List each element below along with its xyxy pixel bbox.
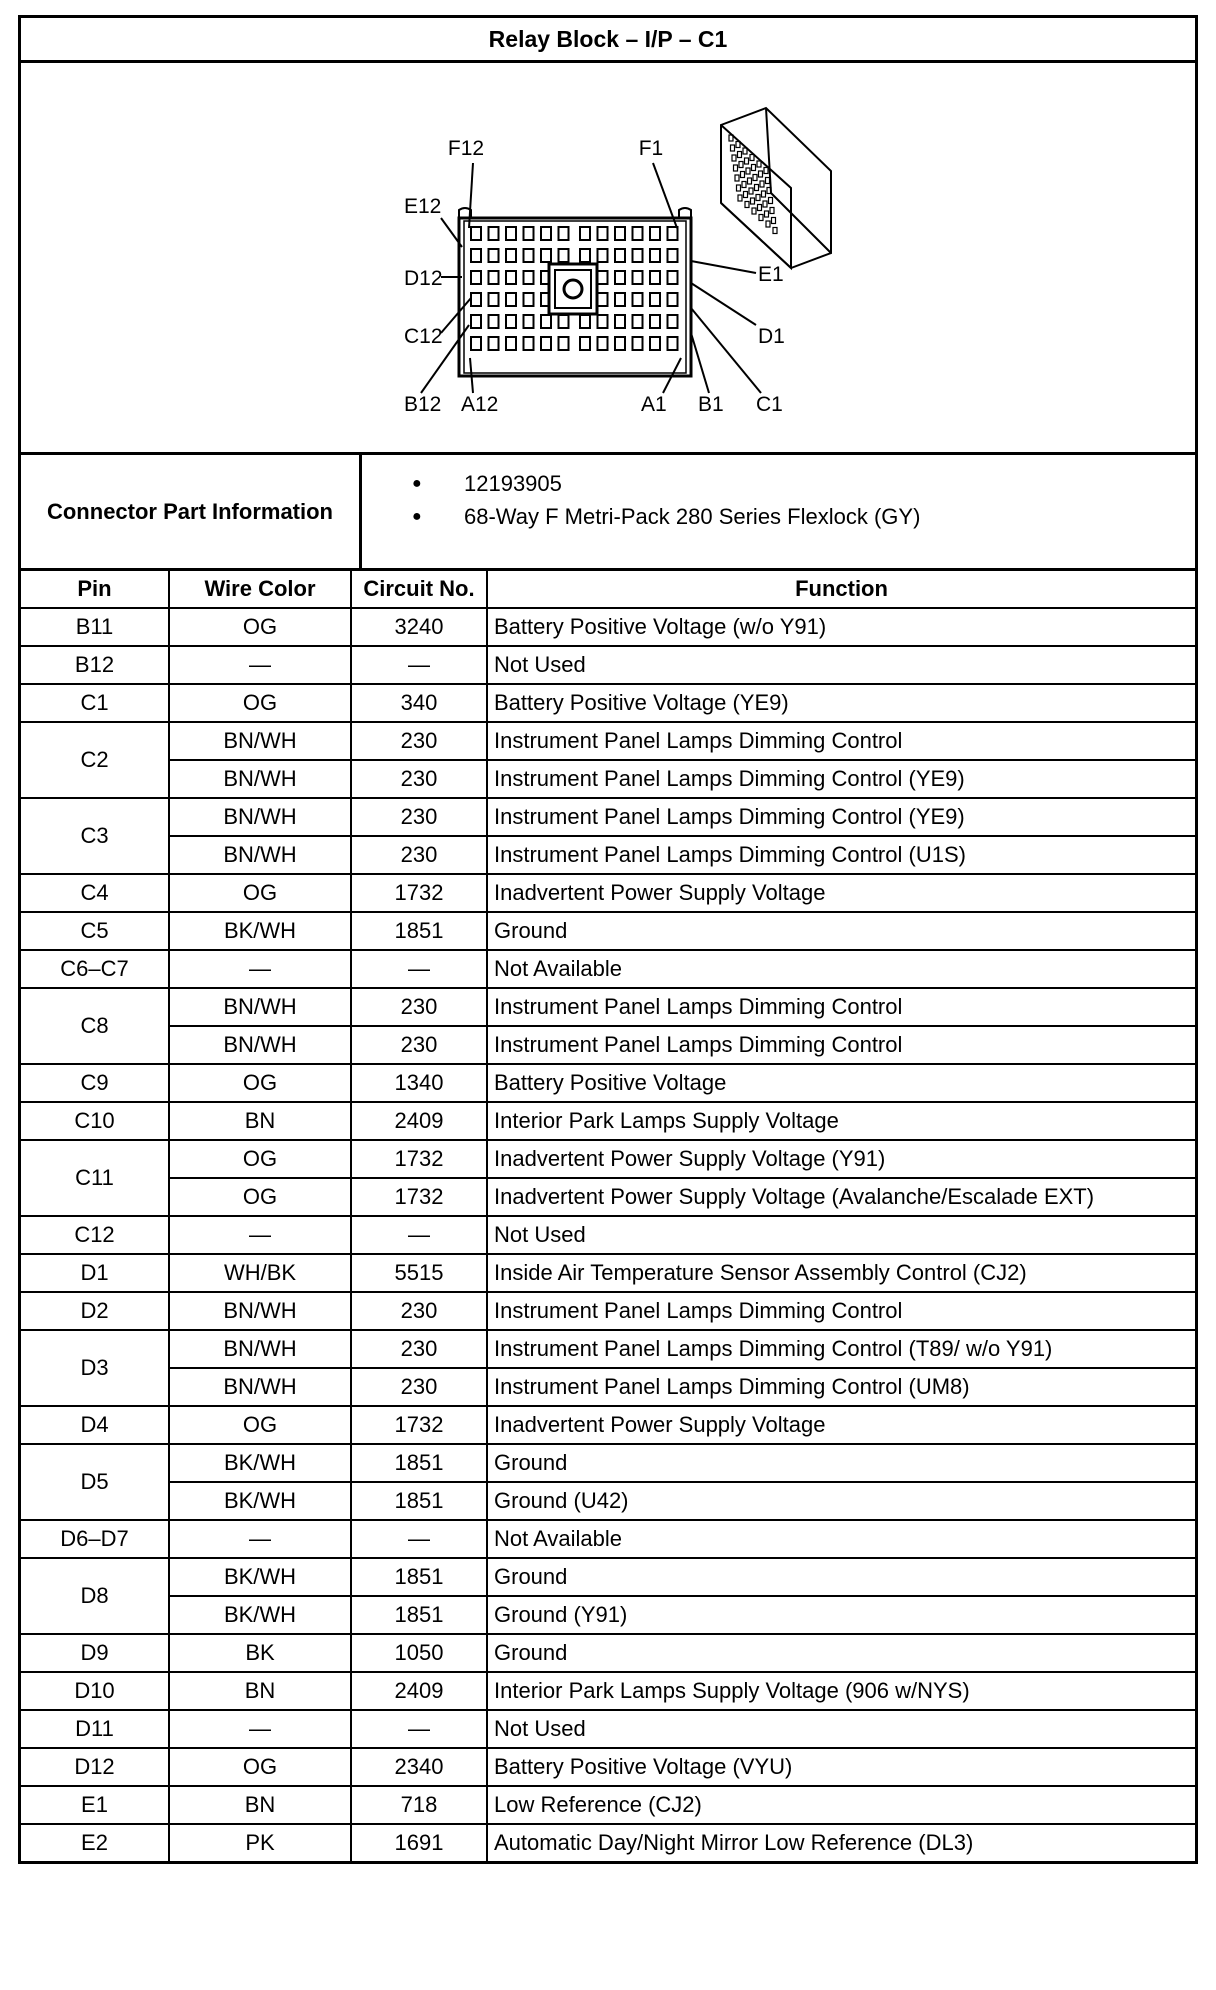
function-cell: Inadvertent Power Supply Voltage (Avalanche/Escalade EXT) xyxy=(487,1178,1195,1216)
cavity xyxy=(541,337,551,350)
wire-color-cell: BN/WH xyxy=(169,988,351,1026)
wire-color-cell: — xyxy=(169,950,351,988)
connector-drawing xyxy=(21,63,1195,452)
label-a1: A1 xyxy=(641,393,667,416)
function-cell: Low Reference (CJ2) xyxy=(487,1786,1195,1824)
circuit-cell: 1732 xyxy=(351,1178,487,1216)
cavity xyxy=(650,271,660,284)
cavity xyxy=(580,249,590,262)
header-function: Function xyxy=(487,571,1195,608)
pin-cell: C1 xyxy=(21,684,169,722)
function-cell: Instrument Panel Lamps Dimming Control xyxy=(487,722,1195,760)
wire-color-cell: OG xyxy=(169,608,351,646)
pin-cell: C2 xyxy=(21,722,169,798)
cavity xyxy=(615,271,625,284)
pin-cell: D8 xyxy=(21,1558,169,1634)
cavity xyxy=(471,227,481,240)
label-b12: B12 xyxy=(404,393,442,416)
table-row xyxy=(21,912,1195,950)
wire-color-cell: BN/WH xyxy=(169,760,351,798)
wire-color-cell: BN/WH xyxy=(169,836,351,874)
wire-color-cell: OG xyxy=(169,1406,351,1444)
cavity xyxy=(524,271,534,284)
cavity xyxy=(489,271,499,284)
wire-color-cell: BK/WH xyxy=(169,1558,351,1596)
part-number: ● 12193905 xyxy=(412,470,562,496)
cavity xyxy=(650,227,660,240)
label-c12: C12 xyxy=(404,325,443,348)
pin-cell: D9 xyxy=(21,1634,169,1672)
label-f12: F12 xyxy=(447,137,485,160)
pin-cell: C12 xyxy=(21,1216,169,1254)
cavity xyxy=(559,227,569,240)
pin-cell: E1 xyxy=(21,1786,169,1824)
table-row xyxy=(21,1102,1195,1140)
wire-color-cell: OG xyxy=(169,1140,351,1178)
cavity xyxy=(506,337,516,350)
table-row xyxy=(21,1064,1195,1102)
cavity xyxy=(668,271,678,284)
function-cell: Not Available xyxy=(487,1520,1195,1558)
function-cell: Inadvertent Power Supply Voltage xyxy=(487,1406,1195,1444)
cavity xyxy=(615,337,625,350)
table-row xyxy=(21,1482,1195,1520)
function-cell: Instrument Panel Lamps Dimming Control xyxy=(487,1292,1195,1330)
cavity xyxy=(489,293,499,306)
cavity xyxy=(506,271,516,284)
cavity xyxy=(471,337,481,350)
circuit-cell: 1691 xyxy=(351,1824,487,1861)
function-cell: Ground (U42) xyxy=(487,1482,1195,1520)
table-row xyxy=(21,1178,1195,1216)
cavity xyxy=(524,315,534,328)
function-cell: Not Used xyxy=(487,1216,1195,1254)
table-row xyxy=(21,1368,1195,1406)
table-row xyxy=(21,874,1195,912)
page-title: Relay Block – I/P – C1 xyxy=(21,18,1195,63)
table-row xyxy=(21,1292,1195,1330)
cavity xyxy=(489,249,499,262)
circuit-cell: 230 xyxy=(351,1368,487,1406)
center-latch xyxy=(549,264,597,314)
cavity xyxy=(650,293,660,306)
cavity xyxy=(471,315,481,328)
table-row xyxy=(21,1254,1195,1292)
function-cell: Instrument Panel Lamps Dimming Control (YE9) xyxy=(487,760,1195,798)
pin-cell: D10 xyxy=(21,1672,169,1710)
pin-cell: C11 xyxy=(21,1140,169,1216)
circuit-cell: — xyxy=(351,1520,487,1558)
table-row xyxy=(21,1444,1195,1482)
pin-cell: D5 xyxy=(21,1444,169,1520)
cavity xyxy=(580,315,590,328)
wire-color-cell: OG xyxy=(169,684,351,722)
table-row xyxy=(21,950,1195,988)
pinout-table xyxy=(21,571,1195,1861)
pin-cell: E2 xyxy=(21,1824,169,1861)
wire-color-cell: BN/WH xyxy=(169,1368,351,1406)
cavity xyxy=(489,227,499,240)
pin-cell: C4 xyxy=(21,874,169,912)
table-row xyxy=(21,1672,1195,1710)
cavity xyxy=(506,315,516,328)
header-wire-color: Wire Color xyxy=(169,571,351,608)
bullet-icon: ● xyxy=(412,474,422,492)
circuit-cell: 1050 xyxy=(351,1634,487,1672)
circuit-cell: 230 xyxy=(351,1330,487,1368)
cavity xyxy=(650,337,660,350)
circuit-cell: — xyxy=(351,1710,487,1748)
label-d1: D1 xyxy=(758,325,785,348)
cavity xyxy=(615,315,625,328)
cavity xyxy=(489,337,499,350)
table-row xyxy=(21,798,1195,836)
table-row xyxy=(21,1140,1195,1178)
cavity xyxy=(633,337,643,350)
pin-cell: D3 xyxy=(21,1330,169,1406)
table-row xyxy=(21,1824,1195,1861)
pin-cell: D1 xyxy=(21,1254,169,1292)
circuit-cell: 230 xyxy=(351,836,487,874)
pinout-sheet xyxy=(18,15,1198,1864)
connector-part-info xyxy=(21,455,1195,571)
function-cell: Ground xyxy=(487,912,1195,950)
cavity xyxy=(633,249,643,262)
circuit-cell: — xyxy=(351,646,487,684)
circuit-cell: 1851 xyxy=(351,1444,487,1482)
table-row xyxy=(21,1406,1195,1444)
wire-color-cell: BN xyxy=(169,1672,351,1710)
table-row xyxy=(21,1026,1195,1064)
function-cell: Ground (Y91) xyxy=(487,1596,1195,1634)
table-row xyxy=(21,684,1195,722)
wire-color-cell: BK/WH xyxy=(169,1444,351,1482)
wire-color-cell: OG xyxy=(169,1064,351,1102)
cavity xyxy=(471,249,481,262)
label-b1: B1 xyxy=(698,393,724,416)
label-e12: E12 xyxy=(404,195,442,218)
table-row xyxy=(21,1520,1195,1558)
pin-cell: C10 xyxy=(21,1102,169,1140)
function-cell: Ground xyxy=(487,1558,1195,1596)
circuit-cell: 5515 xyxy=(351,1254,487,1292)
cavity xyxy=(524,227,534,240)
function-cell: Battery Positive Voltage xyxy=(487,1064,1195,1102)
wire-color-cell: BN/WH xyxy=(169,798,351,836)
cavity xyxy=(615,293,625,306)
label-f1: F1 xyxy=(638,137,664,160)
label-c1: C1 xyxy=(756,393,783,416)
circuit-cell: 1732 xyxy=(351,1140,487,1178)
cavity xyxy=(524,293,534,306)
wire-color-cell: BN/WH xyxy=(169,1330,351,1368)
cavity xyxy=(559,337,569,350)
table-row xyxy=(21,1748,1195,1786)
table-row xyxy=(21,836,1195,874)
cavity xyxy=(668,337,678,350)
pin-cell: C5 xyxy=(21,912,169,950)
function-cell: Not Used xyxy=(487,1710,1195,1748)
bullet-icon: ● xyxy=(412,507,422,525)
circuit-cell: 230 xyxy=(351,722,487,760)
circuit-cell: 340 xyxy=(351,684,487,722)
pin-cell: B12 xyxy=(21,646,169,684)
circuit-cell: 2409 xyxy=(351,1672,487,1710)
label-e1: E1 xyxy=(758,263,784,286)
cavity xyxy=(633,271,643,284)
cavity xyxy=(650,315,660,328)
cavity xyxy=(580,227,590,240)
cavity xyxy=(633,227,643,240)
wire-color-cell: BN/WH xyxy=(169,1026,351,1064)
circuit-cell: 1340 xyxy=(351,1064,487,1102)
circuit-cell: 230 xyxy=(351,988,487,1026)
pin-cell: C8 xyxy=(21,988,169,1064)
connector-part-values xyxy=(362,455,1195,568)
cavity xyxy=(668,293,678,306)
circuit-cell: 3240 xyxy=(351,608,487,646)
function-cell: Ground xyxy=(487,1634,1195,1672)
pin-cell: B11 xyxy=(21,608,169,646)
cavity xyxy=(524,337,534,350)
wire-color-cell: PK xyxy=(169,1824,351,1861)
cavity xyxy=(668,315,678,328)
circuit-cell: 230 xyxy=(351,1026,487,1064)
function-cell: Ground xyxy=(487,1444,1195,1482)
cavity xyxy=(506,249,516,262)
wire-color-cell: — xyxy=(169,1710,351,1748)
wire-color-cell: BK/WH xyxy=(169,1482,351,1520)
function-cell: Inadvertent Power Supply Voltage (Y91) xyxy=(487,1140,1195,1178)
pin-cell: C6–C7 xyxy=(21,950,169,988)
table-row xyxy=(21,1558,1195,1596)
connector-isometric-view xyxy=(721,108,831,268)
label-a12: A12 xyxy=(461,393,499,416)
table-row xyxy=(21,722,1195,760)
cavity xyxy=(598,315,608,328)
table-row xyxy=(21,646,1195,684)
table-row xyxy=(21,1216,1195,1254)
function-cell: Interior Park Lamps Supply Voltage xyxy=(487,1102,1195,1140)
function-cell: Inadvertent Power Supply Voltage xyxy=(487,874,1195,912)
wire-color-cell: — xyxy=(169,1520,351,1558)
cavity xyxy=(524,249,534,262)
circuit-cell: 2409 xyxy=(351,1102,487,1140)
wire-color-cell: BN xyxy=(169,1786,351,1824)
table-row xyxy=(21,1786,1195,1824)
wire-color-cell: WH/BK xyxy=(169,1254,351,1292)
function-cell: Battery Positive Voltage (w/o Y91) xyxy=(487,608,1195,646)
function-cell: Instrument Panel Lamps Dimming Control (U1S) xyxy=(487,836,1195,874)
circuit-cell: 1851 xyxy=(351,1596,487,1634)
function-cell: Instrument Panel Lamps Dimming Control (UM8) xyxy=(487,1368,1195,1406)
cavity xyxy=(541,249,551,262)
pin-cell: D2 xyxy=(21,1292,169,1330)
function-cell: Instrument Panel Lamps Dimming Control (T89/ w/o Y91) xyxy=(487,1330,1195,1368)
cavity xyxy=(615,227,625,240)
circuit-cell: 1851 xyxy=(351,912,487,950)
label-d12: D12 xyxy=(404,267,443,290)
table-header-row xyxy=(21,571,1195,608)
cavity xyxy=(580,337,590,350)
cavity xyxy=(633,315,643,328)
part-description: ● 68-Way F Metri-Pack 280 Series Flexlock (GY) xyxy=(412,503,921,529)
function-cell: Interior Park Lamps Supply Voltage (906 w/NYS) xyxy=(487,1672,1195,1710)
table-row xyxy=(21,1330,1195,1368)
function-cell: Automatic Day/Night Mirror Low Reference (DL3) xyxy=(487,1824,1195,1861)
cavity xyxy=(559,249,569,262)
wire-color-cell: OG xyxy=(169,1178,351,1216)
wire-color-cell: BK xyxy=(169,1634,351,1672)
cavity xyxy=(598,249,608,262)
circuit-cell: 230 xyxy=(351,798,487,836)
function-cell: Instrument Panel Lamps Dimming Control xyxy=(487,988,1195,1026)
circuit-cell: 1851 xyxy=(351,1482,487,1520)
wire-color-cell: — xyxy=(169,1216,351,1254)
pin-cell: C3 xyxy=(21,798,169,874)
cavity xyxy=(598,293,608,306)
pin-cell: D12 xyxy=(21,1748,169,1786)
table-row xyxy=(21,760,1195,798)
cavity xyxy=(668,249,678,262)
cavity xyxy=(489,315,499,328)
cavity xyxy=(598,271,608,284)
circuit-cell: 2340 xyxy=(351,1748,487,1786)
table-row xyxy=(21,1596,1195,1634)
cavity xyxy=(668,227,678,240)
function-cell: Not Available xyxy=(487,950,1195,988)
wire-color-cell: OG xyxy=(169,1748,351,1786)
wire-color-cell: BN/WH xyxy=(169,722,351,760)
cavity xyxy=(506,227,516,240)
cavity xyxy=(541,227,551,240)
cavity xyxy=(506,293,516,306)
cavity xyxy=(650,249,660,262)
table-row xyxy=(21,988,1195,1026)
table-row xyxy=(21,608,1195,646)
connector-diagram xyxy=(21,63,1195,455)
table-row xyxy=(21,1710,1195,1748)
wire-color-cell: BN/WH xyxy=(169,1292,351,1330)
function-cell: Not Used xyxy=(487,646,1195,684)
wire-color-cell: BN xyxy=(169,1102,351,1140)
wire-color-cell: OG xyxy=(169,874,351,912)
circuit-cell: — xyxy=(351,950,487,988)
pin-cell: C9 xyxy=(21,1064,169,1102)
cavity xyxy=(541,315,551,328)
cavity xyxy=(633,293,643,306)
wire-color-cell: — xyxy=(169,646,351,684)
function-cell: Instrument Panel Lamps Dimming Control (YE9) xyxy=(487,798,1195,836)
cavity xyxy=(615,249,625,262)
pin-cell: D11 xyxy=(21,1710,169,1748)
header-pin: Pin xyxy=(21,571,169,608)
wire-color-cell: BK/WH xyxy=(169,912,351,950)
circuit-cell: 1732 xyxy=(351,874,487,912)
function-cell: Instrument Panel Lamps Dimming Control xyxy=(487,1026,1195,1064)
function-cell: Battery Positive Voltage (VYU) xyxy=(487,1748,1195,1786)
circuit-cell: 1851 xyxy=(351,1558,487,1596)
cavity xyxy=(471,271,481,284)
cavity xyxy=(598,227,608,240)
wire-color-cell: BK/WH xyxy=(169,1596,351,1634)
circuit-cell: — xyxy=(351,1216,487,1254)
cavity xyxy=(559,315,569,328)
function-cell: Inside Air Temperature Sensor Assembly Control (CJ2) xyxy=(487,1254,1195,1292)
circuit-cell: 230 xyxy=(351,760,487,798)
cavity xyxy=(598,337,608,350)
circuit-cell: 1732 xyxy=(351,1406,487,1444)
circuit-cell: 718 xyxy=(351,1786,487,1824)
header-circuit-no: Circuit No. xyxy=(351,571,487,608)
pin-cell: D4 xyxy=(21,1406,169,1444)
connector-part-label: Connector Part Information xyxy=(21,455,362,568)
pin-cell: D6–D7 xyxy=(21,1520,169,1558)
circuit-cell: 230 xyxy=(351,1292,487,1330)
table-row xyxy=(21,1634,1195,1672)
cavity xyxy=(471,293,481,306)
function-cell: Battery Positive Voltage (YE9) xyxy=(487,684,1195,722)
